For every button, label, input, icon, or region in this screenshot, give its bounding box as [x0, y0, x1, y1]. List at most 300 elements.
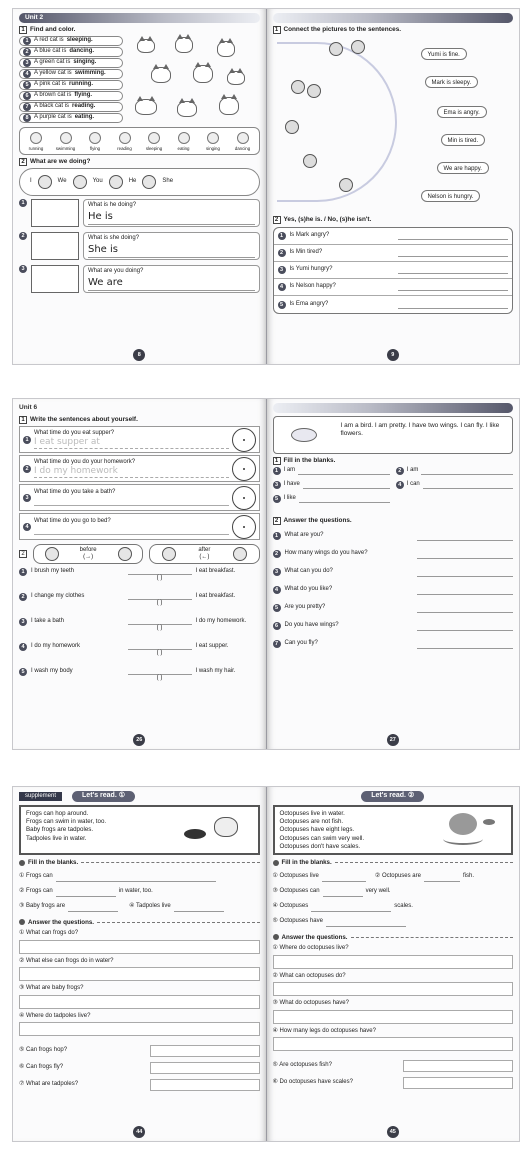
pronoun-label: You [92, 177, 103, 184]
verb-picture [231, 130, 255, 152]
first-action: I brush my teeth [31, 568, 75, 574]
verb-label: eating [177, 146, 190, 151]
sequence-row [19, 568, 260, 593]
question-text: What are you? [284, 532, 324, 539]
open-question [19, 958, 260, 982]
answer-line[interactable] [398, 232, 508, 240]
verb-picture [201, 130, 225, 152]
section-number: 2 [273, 517, 281, 525]
verb-label: flying [89, 146, 101, 151]
answer-line[interactable] [417, 531, 513, 541]
doing-question [19, 265, 260, 293]
page-26 [13, 399, 267, 749]
item-number: 5 [23, 81, 31, 89]
bullet-icon [273, 860, 279, 866]
sentence-bubble[interactable]: We are happy. [437, 162, 489, 174]
sequence-row [19, 593, 260, 618]
answer-blank[interactable] [56, 888, 116, 897]
item-number: 4 [273, 586, 281, 594]
item-number: 1 [23, 37, 31, 45]
unit-banner: Unit 6 [19, 404, 38, 411]
before-box [33, 544, 143, 564]
answer-starter: He is [88, 211, 255, 225]
answer-line[interactable] [423, 481, 513, 489]
answer-row [273, 545, 514, 563]
unit-banner [273, 13, 514, 23]
cat-picture [177, 101, 197, 117]
answer-box[interactable] [403, 1077, 513, 1089]
answer-row [273, 527, 514, 545]
octopus-picture [439, 811, 499, 851]
question-text: What time do you do your homework? [34, 458, 136, 465]
workbook-spread-supplement [12, 786, 520, 1142]
sentence-bubble[interactable]: Yumi is fine. [421, 48, 467, 60]
cat-picture [137, 39, 155, 53]
question-text: ② What else can frogs do in water? [19, 957, 114, 964]
item-number: 5 [273, 495, 281, 503]
action-icon [119, 132, 131, 144]
sentence-text: A purple cat is [34, 114, 72, 120]
first-action: I wash my body [31, 668, 73, 674]
before-label: before (→) [79, 546, 97, 560]
question-block [34, 518, 229, 536]
cat-picture [227, 71, 245, 85]
paren: ( ) [156, 675, 163, 681]
color-sentence [19, 69, 123, 79]
section-title: Answer the questions. [283, 517, 352, 524]
answer-questions-heading: Answer the questions. [273, 934, 514, 942]
sentence-bubble[interactable]: Nelson is hungry. [421, 190, 481, 202]
doing-questions [19, 199, 260, 293]
yes-no-row [274, 245, 513, 262]
answer-line[interactable] [128, 643, 192, 650]
item-number: 3 [278, 266, 286, 274]
color-sentence [19, 36, 123, 46]
person-picture [339, 178, 353, 192]
pronoun-label: I [30, 177, 32, 184]
answer-line[interactable] [398, 266, 508, 274]
question-block [34, 430, 229, 450]
answer-line[interactable] [417, 567, 513, 577]
answer-row [273, 617, 514, 635]
sentence-text: A black cat is [34, 103, 70, 109]
time-question [19, 513, 260, 540]
item-number: 4 [23, 70, 31, 78]
yes-no-table [273, 227, 514, 314]
answer-box[interactable] [83, 265, 260, 293]
page-8 [13, 9, 267, 364]
answer-box[interactable] [150, 1062, 260, 1074]
verb-label: dancing [234, 146, 251, 151]
page-44 [13, 787, 267, 1141]
answer-box[interactable] [19, 967, 260, 981]
answer-box[interactable] [150, 1079, 260, 1091]
person-picture [303, 154, 317, 168]
question-text: Are you pretty? [284, 604, 326, 611]
answer-line[interactable] [398, 283, 508, 291]
reading-line: Octopuses can swim very well. [279, 834, 365, 842]
item-number: 4 [19, 643, 27, 651]
sequence-row [19, 643, 260, 668]
open-question [273, 1028, 514, 1052]
fill-row: ① Octopuses live ② Octopuses are fish. [273, 870, 514, 885]
paren: ( ) [156, 575, 163, 581]
item-number: 2 [278, 249, 286, 257]
before-after-blank[interactable] [128, 593, 192, 608]
reading-line: Octopuses are not fish. [279, 818, 344, 826]
yes-no-row [274, 279, 513, 296]
fill-cell [273, 495, 390, 503]
question-text: ⑤ Can frogs hop? [19, 1047, 68, 1053]
answer-line[interactable] [298, 467, 390, 475]
question-block [34, 489, 229, 507]
item-number: 3 [19, 265, 27, 273]
cat-picture [135, 99, 157, 115]
answer-box[interactable] [273, 1010, 514, 1024]
section-what-are-we-doing [19, 158, 260, 166]
question-text: Is Mark angry? [289, 232, 330, 239]
answer-box[interactable] [273, 1037, 514, 1051]
verb-label: singing [206, 146, 220, 151]
sentence-verb: sleeping. [66, 37, 93, 43]
sentence-text: A blue cat is [34, 48, 67, 54]
pronoun-label: He [128, 177, 137, 184]
sentence-bubble[interactable]: Mark is sleepy. [425, 76, 479, 88]
item-number: 3 [23, 494, 31, 502]
color-sentence [19, 113, 123, 123]
second-action: I eat breakfast. [195, 593, 236, 599]
person-icon [45, 547, 59, 561]
action-icon [148, 132, 160, 144]
answer-line[interactable] [421, 467, 513, 475]
sentence-verb: eating. [74, 114, 95, 120]
item-number: 1 [19, 568, 27, 576]
action-icon [207, 132, 219, 144]
answer-row [273, 563, 514, 581]
question-text: What time do you take a bath? [34, 488, 116, 495]
answer-line[interactable] [128, 618, 192, 625]
second-action: I wash my hair. [195, 668, 236, 674]
section-find-and-color [19, 26, 260, 34]
scene-picture [31, 199, 79, 227]
cat-picture [151, 67, 171, 83]
reading-line: Frogs can hop around. [26, 809, 89, 817]
answer-row [273, 581, 514, 599]
answer-box[interactable] [273, 982, 514, 996]
answer-blank[interactable] [326, 918, 406, 927]
paren: ( ) [156, 625, 163, 631]
sentence-text: A pink cat is [34, 81, 67, 87]
action-icon [30, 132, 42, 144]
after-label: after (←) [198, 546, 211, 560]
person-picture [285, 120, 299, 134]
answer-line[interactable] [299, 495, 390, 503]
sentence-text: A red cat is [34, 37, 64, 43]
fill-row: ② Frogs can in water, too. [19, 885, 260, 900]
scene-picture [31, 265, 79, 293]
page-45 [267, 787, 520, 1141]
bullet-icon [19, 860, 25, 866]
page-number: 44 [133, 1126, 145, 1138]
question-text: What time do you eat supper? [34, 429, 115, 436]
answer-box[interactable] [19, 1022, 260, 1036]
section-title: Yes, (s)he is. / No, (s)he isn't. [283, 216, 372, 223]
short-question [273, 1074, 514, 1091]
section-yes-no [273, 216, 514, 224]
page-9 [267, 9, 520, 364]
clock-icon[interactable] [232, 428, 256, 452]
verb-picture [172, 130, 196, 152]
person-picture [329, 42, 343, 56]
fill-row: ④ Octopuses scales. [273, 900, 514, 915]
trace-text[interactable]: I do my homework [34, 466, 229, 478]
answer-line[interactable] [34, 525, 229, 535]
person-icon [118, 547, 132, 561]
trace-text[interactable]: I eat supper at [34, 437, 229, 449]
question-text: ③ What are baby frogs? [19, 985, 84, 992]
cat-picture [193, 65, 213, 83]
scene-picture [31, 232, 79, 260]
question-text: ⑥ Can frogs fly? [19, 1064, 64, 1070]
item-number: 4 [278, 283, 286, 291]
page-number: 9 [387, 349, 399, 361]
short-questions [19, 1042, 260, 1093]
reading-line: Octopuses live in water. [279, 809, 345, 817]
doing-question [19, 232, 260, 260]
cat-picture [219, 97, 239, 115]
answer-line[interactable] [417, 549, 513, 559]
open-question [273, 1000, 514, 1024]
fill-text: I am [406, 467, 419, 474]
answer-box[interactable] [19, 995, 260, 1009]
lets-read-title: Let's read. ① [72, 791, 135, 802]
first-action: I do my homework [31, 643, 81, 649]
reading-line: Baby frogs are tadpoles. [26, 826, 94, 834]
item-number: 8 [23, 114, 31, 122]
fill-text: I am [283, 467, 296, 474]
open-questions [273, 945, 514, 1051]
open-questions [19, 930, 260, 1036]
action-icon [237, 132, 249, 144]
sentence-verb: singing. [73, 59, 97, 65]
answer-box[interactable] [83, 232, 260, 260]
fill-text: I like [283, 495, 296, 502]
second-action: I eat supper. [195, 643, 229, 649]
question-text: Is Min tired? [289, 249, 323, 256]
answer-starter: She is [88, 244, 255, 258]
answer-line[interactable] [128, 593, 192, 600]
before-after-blank[interactable] [128, 643, 192, 658]
before-after-blank[interactable] [128, 568, 192, 583]
section-write-sentences [19, 416, 260, 424]
open-question [19, 1013, 260, 1037]
section-title: Fill in the blanks. [283, 457, 336, 464]
answer-line[interactable] [128, 568, 192, 575]
answer-line[interactable] [417, 621, 513, 631]
item-number: 2 [19, 232, 27, 240]
question-text: What time do you go to bed? [34, 517, 111, 524]
item-number: 1 [273, 532, 281, 540]
page-27 [267, 399, 520, 749]
color-sentence [19, 80, 123, 90]
doing-question [19, 199, 260, 227]
open-question [19, 985, 260, 1009]
answer-blank[interactable] [322, 873, 366, 882]
verb-label: reading [117, 146, 132, 151]
answer-box[interactable] [83, 199, 260, 227]
answer-box[interactable] [273, 955, 514, 969]
answer-line[interactable] [128, 668, 192, 675]
answer-starter: We are [88, 277, 255, 291]
question-text: Is Nelson happy? [289, 283, 336, 290]
unit-banner [273, 403, 514, 413]
question-text: How many wings do you have? [284, 550, 368, 557]
item-number: 6 [23, 92, 31, 100]
answer-blank[interactable] [424, 873, 460, 882]
fill-blanks-grid [273, 467, 514, 503]
answer-line[interactable] [417, 639, 513, 649]
verb-picture [54, 130, 78, 152]
question-text: Is Ema angry? [289, 300, 329, 307]
section-number: 2 [19, 158, 27, 166]
answer-box[interactable] [403, 1060, 513, 1072]
answer-line[interactable] [34, 496, 229, 506]
reading-line: Octopuses have eight legs. [279, 826, 355, 834]
time-question [19, 426, 260, 453]
time-question [19, 455, 260, 482]
section-number: 2 [19, 550, 27, 558]
sentence-bubble[interactable]: Min is tired. [441, 134, 486, 146]
item-number: 3 [273, 481, 281, 489]
clock-icon[interactable] [232, 515, 256, 539]
section-number: 1 [19, 26, 27, 34]
short-question [273, 1057, 514, 1074]
cat-picture [217, 41, 235, 57]
answer-line[interactable] [417, 585, 513, 595]
item-number: 6 [273, 622, 281, 630]
clock-icon[interactable] [232, 457, 256, 481]
person-picture [291, 80, 305, 94]
answer-blank[interactable] [56, 873, 216, 882]
action-icon [178, 132, 190, 144]
item-number: 1 [278, 232, 286, 240]
item-number: 4 [396, 481, 404, 489]
answer-row [273, 599, 514, 617]
sentence-bubble[interactable]: Ema is angry. [437, 106, 487, 118]
answer-blank[interactable] [323, 888, 363, 897]
face-icon [38, 175, 52, 189]
answer-box[interactable] [19, 940, 260, 954]
question-text: What can you do? [284, 568, 333, 575]
verb-picture-strip [19, 127, 260, 155]
supplement-header [19, 791, 260, 802]
fill-row: ⑤ Octopuses have [273, 915, 514, 930]
answer-blank[interactable] [68, 903, 118, 912]
clock-icon[interactable] [232, 486, 256, 510]
paren: ( ) [156, 600, 163, 606]
supplement-tag: supplement [19, 792, 62, 802]
fill-cell [273, 481, 390, 489]
color-sentence [19, 102, 123, 112]
sequence-row [19, 618, 260, 643]
second-action: I do my homework. [195, 618, 247, 624]
bird-text: I am a bird. I am pretty. I have two wings. I can fly. I like flowers. [340, 422, 500, 438]
first-action: I take a bath [31, 618, 65, 624]
color-sentence [19, 58, 123, 68]
item-number: 3 [19, 618, 27, 626]
connect-area [273, 36, 514, 206]
face-icon [142, 175, 156, 189]
answer-line[interactable] [303, 481, 390, 489]
fill-blanks-heading: Fill in the blanks. [19, 859, 260, 867]
fill-blanks-heading: Fill in the blanks. [273, 859, 514, 867]
unit-banner: Unit 2 [19, 13, 260, 23]
bullet-icon [19, 919, 25, 925]
item-number: 3 [273, 568, 281, 576]
paren: ( ) [156, 650, 163, 656]
supplement-header [273, 791, 514, 802]
answer-line[interactable] [417, 603, 513, 613]
short-question [19, 1076, 260, 1093]
frog-reading-box [19, 805, 260, 855]
sentence-text: A green cat is [34, 59, 71, 65]
fill-cell [273, 467, 390, 475]
question-block [34, 459, 229, 479]
item-number: 7 [23, 103, 31, 111]
verb-picture [83, 130, 107, 152]
open-question [273, 973, 514, 997]
verb-picture [24, 130, 48, 152]
verb-label: swimming [55, 146, 76, 151]
short-questions [273, 1057, 514, 1091]
fill-text: I have [283, 481, 300, 488]
sequence-row [19, 668, 260, 693]
yes-no-row [274, 296, 513, 313]
person-picture [351, 40, 365, 54]
answer-line[interactable] [398, 301, 508, 309]
question-text: Is Yumi hungry? [289, 266, 333, 273]
verb-label: sleeping [145, 146, 163, 151]
after-box [149, 544, 259, 564]
fill-text: I can [406, 481, 420, 488]
bird-reading-box [273, 416, 514, 454]
before-after-blank[interactable] [128, 668, 192, 683]
section-fill-blanks [273, 457, 514, 465]
answer-blank[interactable] [311, 903, 391, 912]
section-title: What are we doing? [30, 157, 91, 165]
item-number: 2 [273, 550, 281, 558]
question-text: ⑥ Do octopuses have scales? [272, 1079, 353, 1085]
sentence-verb: dancing. [69, 48, 95, 54]
face-icon [73, 175, 87, 189]
reading-line: Frogs can swim in water, too. [26, 818, 107, 826]
answer-line[interactable] [398, 249, 508, 257]
section-title: Write the sentences about yourself. [30, 416, 138, 423]
before-after-blank[interactable] [128, 618, 192, 633]
section-title: Connect the pictures to the sentences. [283, 26, 402, 33]
face-icon [109, 175, 123, 189]
bird-picture [277, 420, 337, 450]
question-text: What are you doing? [88, 267, 144, 274]
section-number: 2 [273, 216, 281, 224]
answer-blank[interactable] [174, 903, 224, 912]
workbook-spread-unit6 [12, 398, 520, 750]
section-answer-questions [273, 517, 514, 525]
person-picture [307, 84, 321, 98]
question-text: ⑦ What are tadpoles? [19, 1081, 79, 1087]
verb-picture [142, 130, 166, 152]
answer-box[interactable] [150, 1045, 260, 1057]
